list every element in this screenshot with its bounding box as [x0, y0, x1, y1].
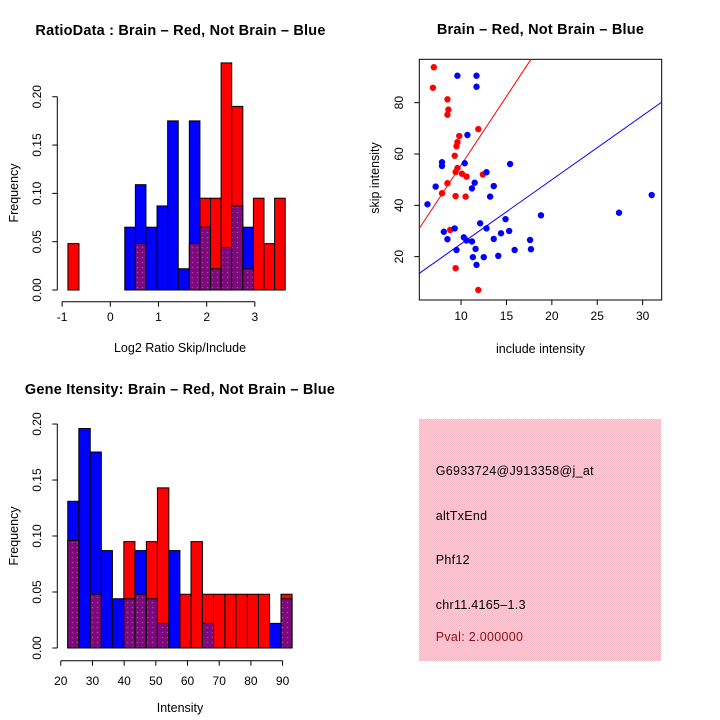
scatter-point-red — [430, 85, 436, 91]
scatter-point-blue — [463, 237, 469, 243]
scatter-point-blue — [454, 73, 460, 79]
x-tick-label: 25 — [590, 309, 604, 324]
scatter-point-blue — [473, 73, 479, 79]
gene-hist-title: Gene Itensity: Brain – Red, Not Brain – Blue — [24, 382, 336, 398]
scatter-point-blue — [498, 230, 504, 236]
hist-bar-blue — [125, 227, 136, 290]
hist-bar-red — [247, 594, 258, 648]
probe-id-text: G6933724@J913358@j_at — [435, 463, 594, 478]
hist-bar-overlap — [189, 244, 200, 290]
plot-box — [419, 59, 661, 300]
hist-bar-overlap — [243, 269, 254, 290]
hist-bar-blue — [168, 121, 179, 290]
x-tick-label: 10 — [454, 309, 468, 324]
x-tick-label: 15 — [499, 309, 514, 324]
gene-name-text: Phf12 — [435, 552, 470, 567]
scatter-point-blue — [528, 246, 534, 252]
scatter-point-red — [452, 265, 458, 271]
locus-text: chr11.4165–1.3 — [435, 597, 526, 612]
y-tick-label: 80 — [392, 95, 407, 110]
hist-bar-blue — [157, 206, 168, 290]
hist-bar-overlap — [68, 540, 79, 648]
y-tick-label: 60 — [392, 147, 407, 161]
x-tick-label: 2 — [203, 310, 211, 325]
x-tick-label: 90 — [275, 674, 290, 689]
hist-bar-overlap — [146, 599, 157, 648]
hist-bar-red — [68, 244, 79, 290]
y-tick-label: 0.05 — [30, 230, 45, 254]
event-type-text: altTxEnd — [435, 508, 488, 523]
scatter-point-blue — [470, 254, 476, 260]
x-tick-label: 40 — [117, 674, 131, 689]
gene-hist-xlabel: Intensity — [156, 701, 204, 715]
hist-bar-overlap — [90, 594, 101, 648]
hist-bar-blue — [112, 599, 123, 648]
x-tick-label: 60 — [180, 674, 195, 689]
scatter-point-blue — [472, 246, 478, 252]
scatter-point-blue — [495, 253, 501, 259]
scatter-point-red — [439, 190, 445, 196]
scatter-point-red — [462, 193, 468, 199]
scatter-point-red — [475, 126, 481, 132]
scatter-point-red — [444, 112, 450, 118]
x-tick-label: 80 — [244, 674, 258, 689]
scatter-point-blue — [464, 132, 470, 138]
hist-bar-overlap — [200, 227, 211, 290]
scatter-point-red — [453, 143, 459, 149]
scatter-point-blue — [453, 247, 459, 253]
scatter-point-blue — [477, 220, 483, 226]
scatter-point-blue — [507, 161, 513, 167]
x-tick-label: 1 — [155, 310, 162, 325]
scatter-point-red — [444, 180, 450, 186]
scatter-point-blue — [471, 180, 477, 186]
y-tick-label: 0.05 — [30, 580, 45, 604]
x-tick-label: 20 — [545, 309, 559, 324]
scatter-point-blue — [483, 225, 489, 231]
scatter-point-blue — [502, 216, 508, 222]
hist-bar-red — [253, 198, 264, 290]
scatter-point-blue — [649, 192, 655, 198]
hist-bar-red — [264, 244, 275, 290]
info-panel — [419, 419, 662, 662]
hist-bar-overlap — [124, 599, 135, 648]
hist-bar-red — [236, 594, 247, 648]
hist-bar-overlap — [157, 623, 168, 648]
gene-hist-ylabel: Frequency — [7, 506, 21, 566]
scatter-point-blue — [483, 169, 489, 175]
hist-bar-red — [275, 198, 286, 290]
scatter-point-red — [475, 287, 481, 293]
x-tick-label: 30 — [635, 309, 650, 324]
x-tick-label: 50 — [149, 674, 163, 689]
hist-bar-blue — [79, 429, 90, 648]
ratio-hist-xlabel: Log2 Ratio Skip/Include — [113, 341, 247, 355]
scatter-xlabel: include intensity — [496, 342, 585, 356]
y-tick-label: 0.15 — [30, 468, 45, 492]
hist-bar-blue — [270, 623, 281, 648]
scatter-title: Brain – Red, Not Brain – Blue — [436, 22, 645, 38]
x-tick-label: -1 — [56, 310, 68, 325]
scatter-point-blue — [452, 225, 458, 231]
scatter-point-blue — [487, 193, 493, 199]
hist-bar-overlap — [221, 247, 232, 290]
y-tick-label: 0.20 — [30, 85, 45, 109]
scatter-point-blue — [473, 262, 479, 268]
scatter-point-red — [456, 133, 462, 139]
scatter-point-blue — [616, 210, 622, 216]
scatter-point-blue — [527, 237, 533, 243]
pval-text: Pval: 2.000000 — [435, 629, 524, 644]
hist-bar-blue — [178, 269, 189, 290]
hist-bar-red — [191, 542, 202, 648]
hist-bar-overlap — [281, 599, 292, 648]
scatter-point-red — [431, 64, 437, 70]
scatter-point-blue — [444, 236, 450, 242]
scatter-point-blue — [491, 236, 497, 242]
scatter-point-red — [452, 169, 458, 175]
scatter-point-red — [452, 153, 458, 159]
x-tick-label: 30 — [85, 674, 100, 689]
hist-bar-blue — [146, 227, 157, 290]
scatter-point-blue — [432, 183, 438, 189]
hist-bar-overlap — [135, 594, 146, 648]
scatter-point-blue — [491, 183, 497, 189]
scatter-point-blue — [441, 229, 447, 235]
ratio-hist-ylabel: Frequency — [7, 163, 21, 223]
hist-bar-red — [225, 594, 236, 648]
scatter-point-blue — [506, 228, 512, 234]
scatter-point-blue — [469, 185, 475, 191]
scatter-point-blue — [538, 212, 544, 218]
hist-bar-blue — [169, 551, 180, 648]
scatter-point-blue — [439, 163, 445, 169]
hist-bar-overlap — [135, 244, 146, 290]
scatter-point-red — [452, 193, 458, 199]
scatter-point-blue — [461, 160, 467, 166]
hist-bar-overlap — [202, 623, 213, 648]
scatter-point-blue — [511, 247, 517, 253]
scatter-point-blue — [424, 201, 430, 207]
x-tick-label: 0 — [106, 310, 114, 325]
scatter-point-blue — [481, 254, 487, 260]
scatter-point-red — [463, 173, 469, 179]
y-tick-label: 0.15 — [30, 133, 45, 157]
scatter-point-blue — [469, 238, 475, 244]
x-tick-label: 20 — [54, 674, 68, 689]
hist-bar-red — [180, 594, 191, 648]
hist-bar-red — [258, 594, 269, 648]
y-tick-label: 20 — [392, 249, 407, 264]
hist-bar-overlap — [211, 269, 222, 290]
y-tick-label: 0.20 — [30, 412, 45, 436]
ratio-hist-title: RatioData : Brain – Red, Not Brain – Blue — [35, 23, 326, 39]
y-tick-label: 0.10 — [30, 181, 45, 206]
scatter-point-blue — [473, 84, 479, 90]
x-tick-label: 3 — [251, 310, 259, 325]
y-tick-label: 40 — [392, 198, 407, 212]
x-tick-label: 70 — [212, 674, 226, 689]
hist-bar-red — [214, 594, 225, 648]
scatter-point-red — [444, 96, 450, 102]
hist-bar-overlap — [232, 206, 243, 290]
scatter-ylabel: skip intensity — [368, 142, 382, 214]
hist-bar-blue — [101, 551, 112, 648]
y-tick-label: 0.00 — [30, 278, 45, 302]
y-tick-label: 0.10 — [30, 524, 45, 548]
y-tick-label: 0.00 — [30, 636, 45, 660]
